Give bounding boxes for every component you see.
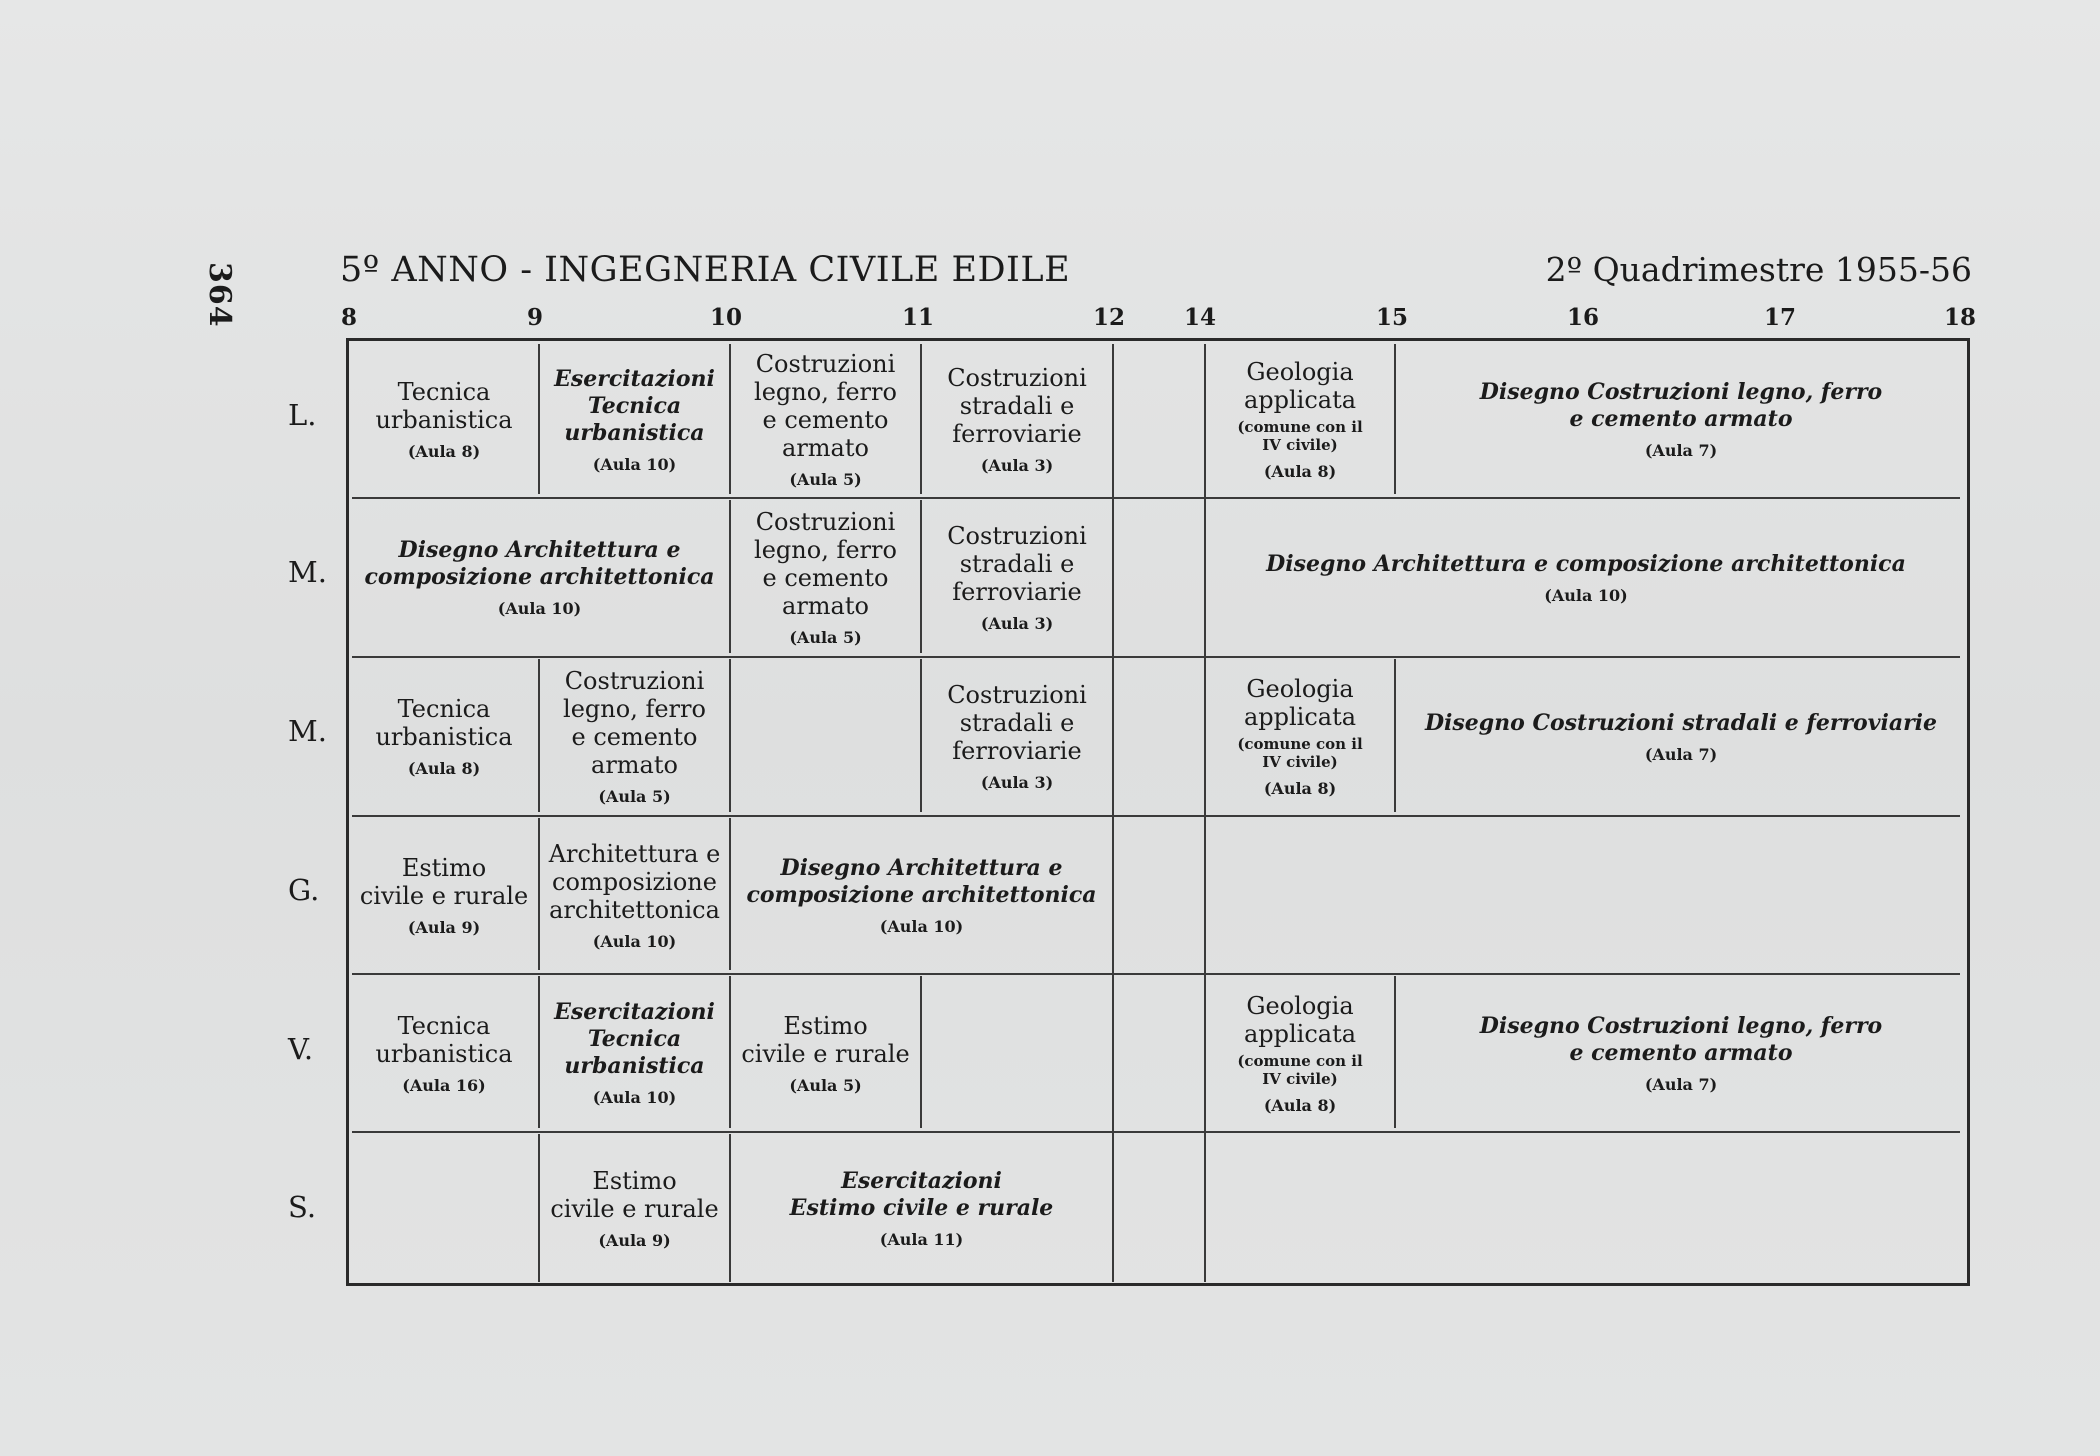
- hour-label: 8: [340, 304, 358, 331]
- course-title: Esercitazioni Tecnica urbanistica: [554, 999, 715, 1079]
- timetable-cell: [350, 975, 538, 1131]
- course-title: Geologia applicata: [1243, 675, 1357, 731]
- course-title: Estimo civile e rurale: [550, 1166, 719, 1223]
- course-note: (comune con il IV civile): [1237, 1051, 1363, 1088]
- course-title: Costruzioni legno, ferro e cemento armato: [754, 508, 897, 620]
- day-label-saturday: S.: [288, 1190, 317, 1224]
- timetable-cell: [922, 342, 1112, 497]
- course-title: Costruzioni stradali e ferroviarie: [947, 681, 1087, 765]
- page-number: 364: [202, 262, 237, 328]
- room-label: (Aula 9): [598, 1230, 671, 1250]
- semester-label: 2º Quadrimestre 1955-56: [1545, 250, 1972, 289]
- course-title: Disegno Architettura e composizione architettonica: [1266, 550, 1906, 577]
- timetable-cell: [1206, 499, 1966, 656]
- timetable-cell: [1206, 658, 1394, 815]
- timetable-cell: [731, 342, 920, 497]
- timetable-cell: [731, 1133, 1112, 1283]
- hour-label: 10: [709, 304, 743, 331]
- course-title: Costruzioni stradali e ferroviarie: [947, 522, 1087, 606]
- timetable-cell: [350, 817, 538, 973]
- course-title: Architettura e composizione architettonica: [548, 839, 721, 924]
- course-title: Disegno Architettura e composizione architettonica: [364, 537, 715, 590]
- timetable-cell: [731, 499, 920, 656]
- course-note: (comune con il IV civile): [1237, 735, 1363, 771]
- course-note: (comune con il IV civile): [1237, 418, 1363, 454]
- room-label: (Aula 10): [879, 916, 964, 936]
- room-label: (Aula 7): [1644, 1074, 1718, 1094]
- room-label: (Aula 5): [789, 628, 862, 647]
- room-label: (Aula 8): [407, 759, 481, 778]
- room-label: (Aula 9): [407, 917, 481, 937]
- room-label: (Aula 8): [1263, 779, 1337, 798]
- timetable-cell: [1396, 975, 1966, 1131]
- timetable-cell: [922, 658, 1112, 815]
- timetable-cell: [1396, 342, 1966, 497]
- course-title: Costruzioni stradali e ferroviarie: [947, 364, 1087, 448]
- room-label: (Aula 7): [1644, 441, 1718, 460]
- room-label: (Aula 10): [592, 931, 677, 951]
- timetable-cell: [350, 499, 729, 656]
- timetable-cell: [540, 1133, 729, 1283]
- timetable-cell: [922, 499, 1112, 656]
- course-title: Costruzioni legno, ferro e cemento armato: [563, 667, 706, 779]
- course-title: Geologia applicata: [1243, 358, 1357, 414]
- course-title: Disegno Costruzioni legno, ferro e cemento armato: [1479, 379, 1883, 432]
- timetable-cell: [1396, 658, 1966, 815]
- timetable-cell: [540, 817, 729, 973]
- hour-label: 9: [526, 304, 544, 331]
- room-label: (Aula 10): [497, 599, 582, 618]
- course-title: Estimo civile e rurale: [359, 853, 529, 910]
- hour-label: 11: [901, 304, 935, 331]
- room-label: (Aula 11): [879, 1229, 964, 1249]
- course-title: Tecnica urbanistica: [375, 1011, 513, 1068]
- hour-label: 12: [1092, 304, 1126, 331]
- timetable-cell: [540, 975, 729, 1131]
- day-label-tuesday: M.: [288, 555, 327, 589]
- course-title: Esercitazioni Tecnica urbanistica: [554, 365, 715, 446]
- room-label: (Aula 10): [592, 454, 677, 474]
- room-label: (Aula 3): [980, 614, 1054, 633]
- course-title: Disegno Architettura e composizione architettonica: [746, 854, 1097, 908]
- course-title: Geologia applicata: [1243, 991, 1357, 1048]
- course-title: Costruzioni legno, ferro e cemento armato: [754, 350, 897, 462]
- hour-label: 14: [1183, 304, 1217, 331]
- room-label: (Aula 5): [789, 1075, 862, 1095]
- hour-label: 16: [1566, 304, 1600, 331]
- hour-label: 15: [1375, 304, 1409, 331]
- room-label: (Aula 5): [789, 470, 862, 489]
- room-label: (Aula 10): [592, 1088, 677, 1107]
- room-label: (Aula 3): [980, 773, 1054, 792]
- course-title: Estimo civile e rurale: [741, 1011, 910, 1068]
- course-title: Tecnica urbanistica: [375, 695, 513, 751]
- hour-label: 18: [1943, 304, 1977, 331]
- day-label-thursday: G.: [288, 873, 320, 907]
- timetable-cell: [540, 342, 729, 497]
- room-label: (Aula 10): [1544, 585, 1628, 605]
- hour-label: 17: [1763, 304, 1797, 331]
- course-title: Disegno Costruzioni stradali e ferroviarie: [1424, 709, 1938, 736]
- room-label: (Aula 3): [980, 456, 1054, 475]
- timetable-cell: [731, 975, 920, 1131]
- timetable-cell: [540, 658, 729, 815]
- course-title: Esercitazioni Estimo civile e rurale: [789, 1167, 1054, 1221]
- noon-divider: [1112, 344, 1114, 1282]
- room-label: (Aula 16): [402, 1075, 486, 1095]
- page-title: 5º ANNO - INGEGNERIA CIVILE EDILE: [340, 250, 1071, 290]
- timetable-cell: [1206, 975, 1394, 1131]
- cell-divider: [729, 659, 731, 812]
- timetable-cell: [350, 342, 538, 497]
- course-title: Disegno Costruzioni legno, ferro e cemento armato: [1479, 1012, 1883, 1066]
- day-label-monday: L.: [288, 398, 317, 432]
- timetable-cell: [350, 658, 538, 815]
- room-label: (Aula 8): [407, 442, 481, 461]
- timetable-cell: [731, 817, 1112, 973]
- timetable-cell: [1206, 342, 1394, 497]
- day-label-wednesday: M.: [288, 714, 327, 748]
- day-label-friday: V.: [288, 1032, 314, 1066]
- cell-divider: [920, 976, 922, 1128]
- room-label: (Aula 5): [598, 787, 671, 806]
- room-label: (Aula 8): [1263, 462, 1337, 481]
- room-label: (Aula 8): [1263, 1095, 1337, 1115]
- course-title: Tecnica urbanistica: [375, 378, 513, 434]
- room-label: (Aula 7): [1644, 744, 1718, 764]
